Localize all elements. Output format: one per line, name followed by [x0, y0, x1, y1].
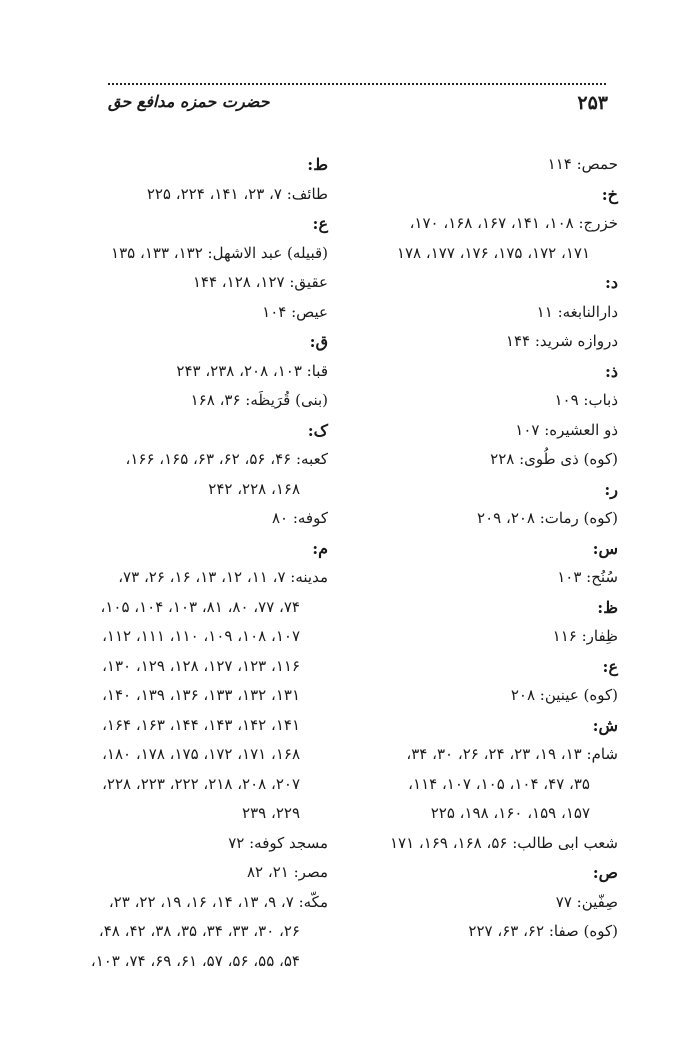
index-letter-heading: ذ:	[604, 361, 618, 381]
index-letter-heading: ق:	[309, 332, 328, 351]
index-entry-continuation: ۱۶۸، ۲۲۸، ۲۴۲	[208, 479, 300, 498]
index-letter-heading: ظ:	[597, 597, 618, 617]
index-entry: مدینه: ۷، ۱۱، ۱۲، ۱۳، ۱۶، ۲۶، ۷۳،	[118, 568, 328, 586]
index-entry: حمص: ۱۱۴	[547, 155, 618, 173]
index-letter-heading: د:	[604, 273, 618, 292]
index-entry: (کوه) عینین: ۲۰۸	[510, 686, 618, 704]
index-entry: طائف: ۷، ۲۳، ۱۴۱، ۲۲۴، ۲۲۵	[146, 184, 328, 203]
running-title: حضرت حمزه مدافع حق	[108, 92, 270, 111]
index-column-left	[66, 150, 328, 976]
index-entry: مصر: ۲۱، ۸۲	[247, 863, 328, 881]
index-entry: (کوه) صفا: ۶۲، ۶۳، ۲۲۷	[468, 922, 618, 940]
index-entry: صِفّین: ۷۷	[555, 892, 618, 911]
index-entry-continuation: ۷۴، ۷۷، ۸۰، ۸۱، ۱۰۳، ۱۰۴، ۱۰۵،	[100, 597, 300, 616]
index-entry: ذو العشیره: ۱۰۷	[515, 420, 618, 439]
index-entry: (کوه) ذی طُوی: ۲۲۸	[490, 450, 618, 468]
index-letter-heading: ط:	[307, 155, 328, 174]
index-entry: (قبیله) عبد الاشهل: ۱۳۲، ۱۳۳، ۱۳۵	[111, 243, 328, 262]
page-number: ۲۵۳	[577, 92, 608, 114]
index-entry: کعبه: ۴۶، ۵۶، ۶۲، ۶۳، ۱۶۵، ۱۶۶،	[125, 450, 328, 468]
index-entry-continuation: ۲۲۹، ۲۳۹	[242, 804, 300, 822]
index-entry: (بنی) قُرَیظَه: ۳۶، ۱۶۸	[190, 391, 328, 409]
index-entry: شعب ابی طالب: ۵۶، ۱۶۸، ۱۶۹، ۱۷۱	[389, 833, 618, 852]
index-entry: دروازه شرید: ۱۴۴	[505, 332, 618, 350]
index-entry: مسجد کوفه: ۷۲	[228, 833, 328, 852]
index-entry: قبا: ۱۰۳، ۲۰۸، ۲۳۸، ۲۴۳	[176, 361, 328, 380]
index-entry-continuation: ۱۱۶، ۱۲۳، ۱۲۷، ۱۲۸، ۱۲۹، ۱۳۰،	[102, 656, 300, 675]
index-entry: شام: ۱۳، ۱۹، ۲۳، ۲۴، ۲۶، ۳۰، ۳۴،	[406, 745, 618, 763]
index-entry: دارالنابغه: ۱۱	[536, 302, 618, 321]
index-entry: عقیق: ۱۲۷، ۱۲۸، ۱۴۴	[192, 273, 328, 291]
index-letter-heading: ع:	[312, 214, 328, 233]
header-dotted-rule	[108, 83, 606, 85]
index-entry-continuation: ۳۵، ۴۷، ۱۰۴، ۱۰۵، ۱۰۷، ۱۱۴،	[408, 774, 590, 793]
index-entry-continuation: ۱۰۷، ۱۰۸، ۱۰۹، ۱۱۰، ۱۱۱، ۱۱۲،	[102, 627, 300, 645]
index-entry-continuation: ۲۶، ۳۰، ۳۳، ۳۴، ۳۵، ۳۸، ۴۲، ۴۸،	[98, 922, 300, 940]
index-entry-continuation: ۲۰۷، ۲۰۸، ۲۱۸، ۲۲۲، ۲۲۳، ۲۲۸،	[102, 774, 300, 793]
index-letter-heading: ر:	[604, 479, 618, 499]
index-letter-heading: س:	[592, 538, 618, 558]
index-entry: مکّه: ۷، ۹، ۱۳، ۱۴، ۱۶، ۱۹، ۲۲، ۲۳،	[108, 892, 328, 911]
index-column-right	[368, 150, 618, 947]
index-entry: (کوه) رمات: ۲۰۸، ۲۰۹	[477, 509, 618, 527]
index-entry: سُنُح: ۱۰۳	[557, 568, 618, 586]
index-letter-heading: ک:	[307, 420, 328, 440]
index-letter-heading: م:	[312, 538, 328, 558]
index-entry-continuation: ۱۳۱، ۱۳۲، ۱۳۳، ۱۳۶، ۱۳۹، ۱۴۰،	[102, 686, 300, 704]
index-letter-heading: خ:	[601, 184, 618, 204]
index-entry-continuation: ۱۴۱، ۱۴۲، ۱۴۳، ۱۴۴، ۱۶۳، ۱۶۴،	[102, 715, 300, 734]
index-letter-heading: ع:	[602, 656, 618, 676]
index-entry-continuation: ۱۷۱، ۱۷۲، ۱۷۵، ۱۷۶، ۱۷۷، ۱۷۸	[396, 243, 590, 262]
index-entry: کوفه: ۸۰	[271, 509, 328, 527]
index-entry-continuation: ۵۴، ۵۵، ۵۶، ۵۷، ۶۱، ۶۹، ۷۴، ۱۰۳،	[90, 951, 300, 970]
index-letter-heading: ص:	[592, 863, 618, 882]
index-entry: خزرج: ۱۰۸، ۱۴۱، ۱۶۷، ۱۶۸، ۱۷۰،	[409, 214, 618, 232]
index-entry-continuation: ۱۵۷، ۱۵۹، ۱۶۰، ۱۹۸، ۲۲۵	[430, 804, 590, 822]
index-letter-heading: ش:	[592, 715, 618, 735]
index-entry: ظِفار: ۱۱۶	[552, 627, 618, 645]
index-entry: عیص: ۱۰۴	[262, 302, 328, 321]
index-entry: ذباب: ۱۰۹	[554, 391, 618, 409]
index-entry-continuation: ۱۶۸، ۱۷۱، ۱۷۲، ۱۷۵، ۱۷۸، ۱۸۰،	[102, 745, 300, 763]
